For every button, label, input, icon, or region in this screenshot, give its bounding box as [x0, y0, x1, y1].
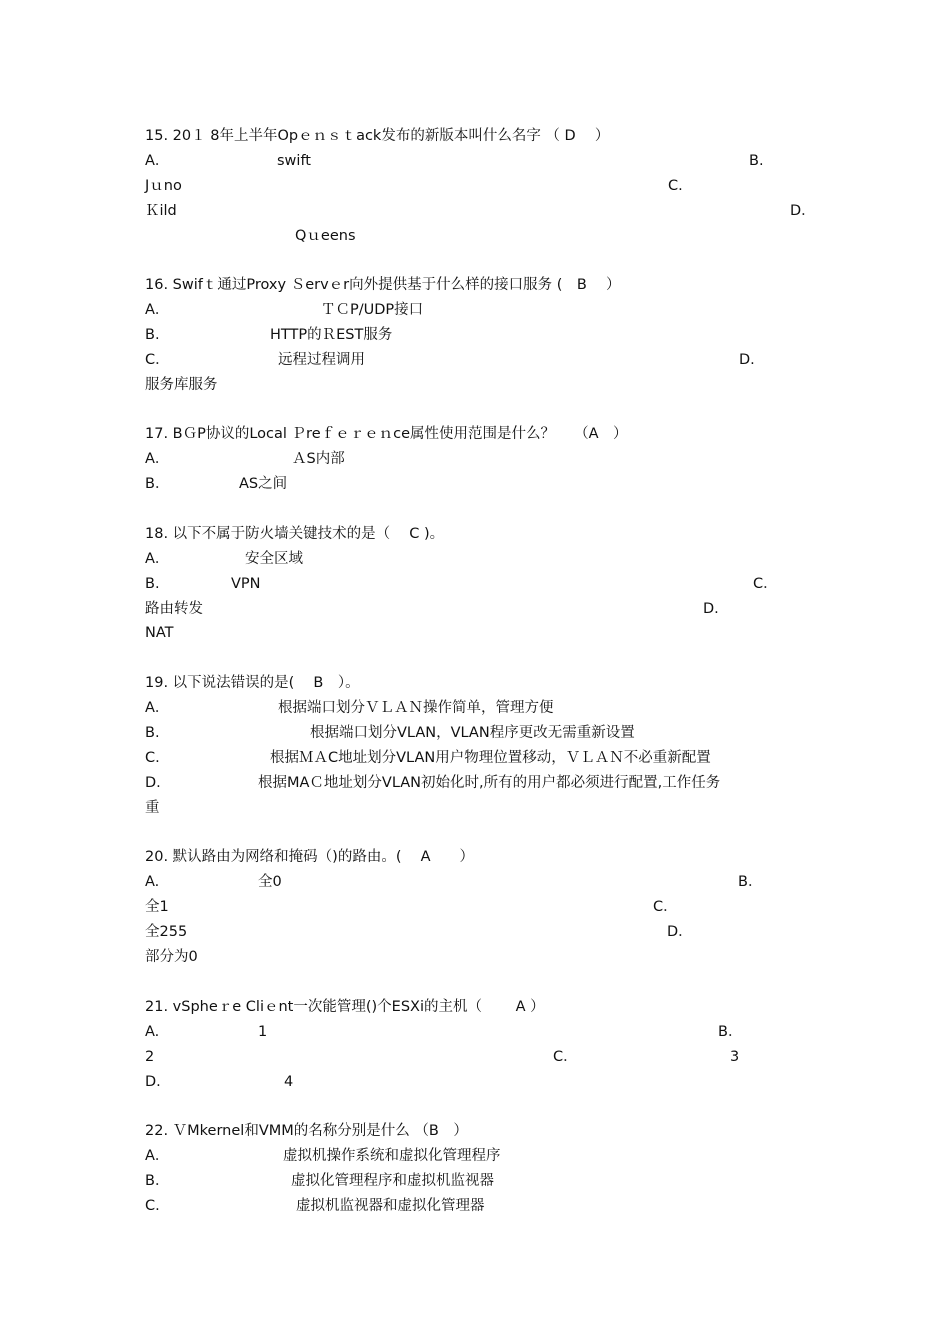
q18-option-a-text: 安全区域 — [245, 551, 303, 567]
q19-option-d-text: 根据MAＣ地址划分VLAN初始化时,所有的用户都必须进行配置,工作任务 — [258, 775, 721, 791]
q16-option-c-label: C． — [145, 352, 170, 368]
q19-option-a-text: 根据端口划分ＶＬＡＮ操作简单，管理方便 — [278, 700, 554, 716]
q16-option-c-text: 远程过程调用 — [278, 352, 365, 368]
q20-stem: 20. 默认路由为网络和掩码（)的路由。( A ） — [145, 849, 475, 865]
q21-option-d-label: D. — [145, 1074, 161, 1090]
q20-option-d-text: 部分为0 — [145, 949, 198, 965]
q20-option-c-label: C． — [653, 899, 678, 915]
q21-option-b-text: 2 — [145, 1049, 155, 1065]
q15-stem: 15. 20１ 8年上半年Opｅｎｓｔack发布的新版本叫什么名字 （ D ） — [145, 128, 610, 144]
q15-option-b-text: Jｕno — [145, 178, 182, 194]
q16-option-d-text: 服务库服务 — [145, 377, 218, 393]
q15-option-a-label: A． — [145, 153, 170, 169]
q16-option-b-label: B. — [145, 327, 160, 343]
q18-option-d-label: D. — [703, 601, 719, 617]
q21-stem: 21. vSpheｒe Cliｅnt一次能管理()个ESXi的主机（ A ） — [145, 999, 545, 1015]
q18-option-b-text: VPN — [231, 576, 261, 592]
q19-option-c-text: 根据ＭＡC地址划分VLAN用户物理位置移动，ＶＬＡＮ不必重新配置 — [270, 750, 711, 766]
q17-option-a-label: A． — [145, 451, 170, 467]
q17-stem: 17. BＧP协议的Local Ｐreｆｅｒｅｎce属性使用范围是什么？ （A ） — [145, 426, 628, 442]
q22-stem: 22. ＶMkernel和VMM的名称分别是什么 （B ） — [145, 1123, 468, 1139]
q21-option-c-text: 3 — [730, 1049, 740, 1065]
q21-option-c-label: C． — [553, 1049, 578, 1065]
q15-option-a-text: swift — [277, 153, 311, 169]
q20-option-b-text: 全1 — [145, 899, 169, 915]
q19-option-a-label: A． — [145, 700, 170, 716]
q15-option-d-text: Qｕeens — [295, 228, 356, 244]
q18-option-c-text: 路由转发 — [145, 601, 203, 617]
q17-option-a-text: ＡS内部 — [292, 451, 345, 467]
q20-option-b-label: B． — [738, 874, 763, 890]
q22-option-c-label: C. — [145, 1198, 160, 1214]
q15-option-c-label: C. — [668, 178, 683, 194]
q16-option-b-text: HTTP的ＲEST服务 — [270, 327, 393, 343]
q21-option-b-label: B． — [718, 1024, 743, 1040]
q22-option-a-text: 虚拟机操作系统和虚拟化管理程序 — [283, 1148, 501, 1164]
q17-option-b-label: B． — [145, 476, 170, 492]
q15-option-d-label: D． — [790, 203, 816, 219]
q19-option-d-label: D. — [145, 775, 161, 791]
q21-option-a-text: 1 — [258, 1024, 268, 1040]
q19-option-c-label: C. — [145, 750, 160, 766]
q22-option-c-text: 虚拟机监视器和虚拟化管理器 — [296, 1198, 485, 1214]
q17-option-b-text: AS之间 — [239, 476, 288, 492]
q20-option-d-label: D． — [667, 924, 693, 940]
q22-option-a-label: A． — [145, 1148, 170, 1164]
q21-option-a-label: A. — [145, 1024, 160, 1040]
q22-option-b-label: B． — [145, 1173, 170, 1189]
q18-option-a-label: A． — [145, 551, 170, 567]
q16-stem: 16. Swifｔ通过Proxy Ｓervｅr向外提供基于什么样的接口服务 ( B ） — [145, 277, 621, 293]
q18-stem: 18. 以下不属于防火墙关键技术的是（ C )。 — [145, 526, 445, 542]
q16-option-a-text: ＴＣP/UDP接口 — [321, 302, 424, 318]
q18-option-d-text: NAT — [145, 625, 174, 641]
q16-option-d-label: D. — [739, 352, 755, 368]
q19-option-d-text-continued: 重 — [145, 800, 160, 816]
q18-option-b-label: B. — [145, 576, 160, 592]
q21-option-d-text: 4 — [284, 1074, 294, 1090]
q20-option-a-label: A. — [145, 874, 160, 890]
q22-option-b-text: 虚拟化管理程序和虚拟机监视器 — [291, 1173, 494, 1189]
q19-stem: 19. 以下说法错误的是( B ）。 — [145, 675, 360, 691]
q18-option-c-label: C． — [753, 576, 778, 592]
q19-option-b-label: B. — [145, 725, 160, 741]
q16-option-a-label: A． — [145, 302, 170, 318]
q20-option-a-text: 全0 — [258, 874, 282, 890]
q19-option-b-text: 根据端口划分VLAN，VLAN程序更改无需重新设置 — [310, 725, 635, 741]
q20-option-c-text: 全255 — [145, 924, 188, 940]
q15-option-b-label: B. — [749, 153, 764, 169]
q15-option-c-text: Ｋild — [145, 203, 177, 219]
